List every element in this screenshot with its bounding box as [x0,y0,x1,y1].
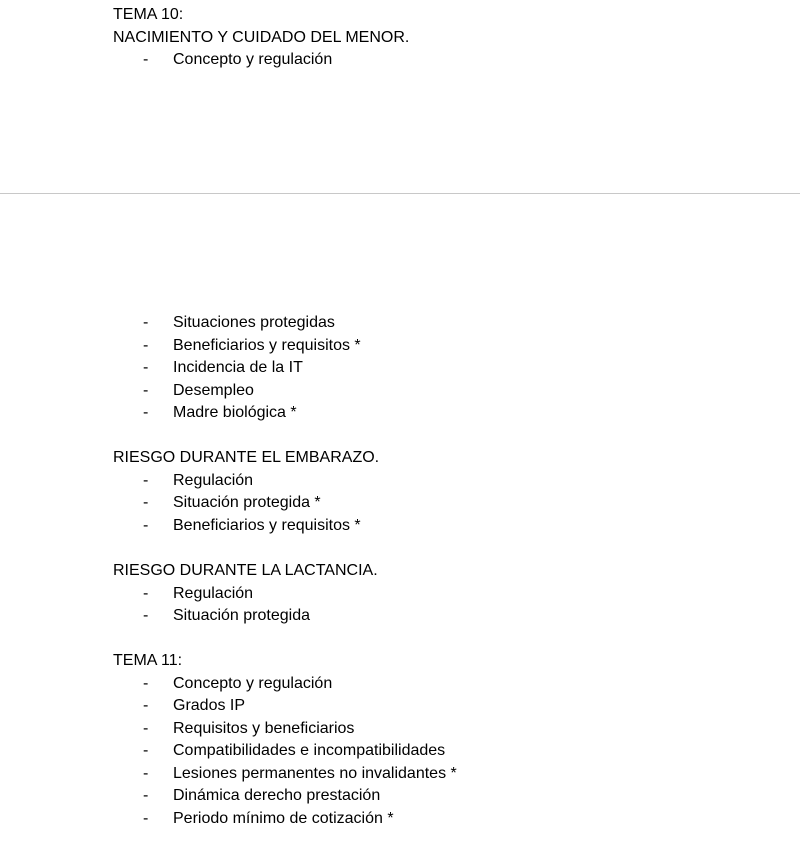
bullet-dash: - [143,404,149,421]
bullet-dash: - [143,674,149,692]
list-item-text: Requisitos y beneficiarios [173,719,355,737]
bullet-dash: - [143,764,149,782]
list-item-text: Concepto y regulación [173,51,333,68]
list-item [113,335,800,358]
list-item-text: Situación protegida * [173,494,321,511]
bullet-dash: - [143,809,149,827]
bullet-dash: - [143,494,149,511]
list-item [113,763,800,786]
list-item-text: Compatibilidades e incompatibilidades [173,742,446,759]
list-item-text: Grados IP [173,697,246,714]
bullet-dash: - [143,697,149,714]
list-item-text: Lesiones permanentes no invalidantes * [173,764,457,782]
list-item [113,808,800,831]
embarazo-title: RIESGO DURANTE EL EMBARAZO. [113,449,380,466]
list-item [113,49,800,72]
list-item-text: Concepto y regulación [173,674,333,692]
list-item [113,470,800,493]
list-item [113,785,800,808]
list-item [113,492,800,515]
list-item [113,740,800,763]
bullet-dash: - [143,516,149,534]
bullet-dash: - [143,607,149,624]
bullet-dash: - [143,51,149,68]
list-item-text: Situación protegida [173,607,310,624]
list-item [113,718,800,741]
list-item-text: Regulación [173,584,254,602]
list-item [113,380,800,403]
nacimiento-section-title: NACIMIENTO Y CUIDADO DEL MENOR. [113,28,410,46]
lactancia-title: RIESGO DURANTE LA LACTANCIA. [113,562,378,579]
list-item [113,673,800,696]
embarazo-section [113,447,800,537]
tema10-title: TEMA 10: [113,6,184,23]
list-item-text: Dinámica derecho prestación [173,787,381,804]
list-item-text: Periodo mínimo de cotización * [173,809,394,827]
bullet-dash: - [143,359,149,376]
tema11-section [113,650,800,830]
list-item [113,605,800,628]
page1-content [113,4,800,72]
bullet-dash: - [143,787,149,804]
bullet-dash: - [143,742,149,759]
list-item-text: Situaciones protegidas [173,314,335,331]
bullet-dash: - [143,471,149,489]
list-item [113,357,800,380]
list-item-text: Beneficiarios y requisitos * [173,516,361,534]
list-item [113,402,800,425]
list-item-text: Regulación [173,471,254,489]
page-divider [0,193,800,194]
bullet-dash: - [143,336,149,354]
list-item [113,583,800,606]
list-item-text: Madre biológica * [173,404,297,421]
tema11-title: TEMA 11: [113,652,183,669]
list-item [113,695,800,718]
list-item-text: Beneficiarios y requisitos * [173,336,361,354]
bullet-dash: - [143,314,149,331]
list-item-text: Desempleo [173,381,254,399]
nacimiento-continued-list [113,312,800,425]
list-item [113,312,800,335]
bullet-dash: - [143,584,149,602]
bullet-dash: - [143,719,149,737]
lactancia-section [113,560,800,628]
list-item [113,515,800,538]
bullet-dash: - [143,381,149,399]
list-item-text: Incidencia de la IT [173,359,303,376]
